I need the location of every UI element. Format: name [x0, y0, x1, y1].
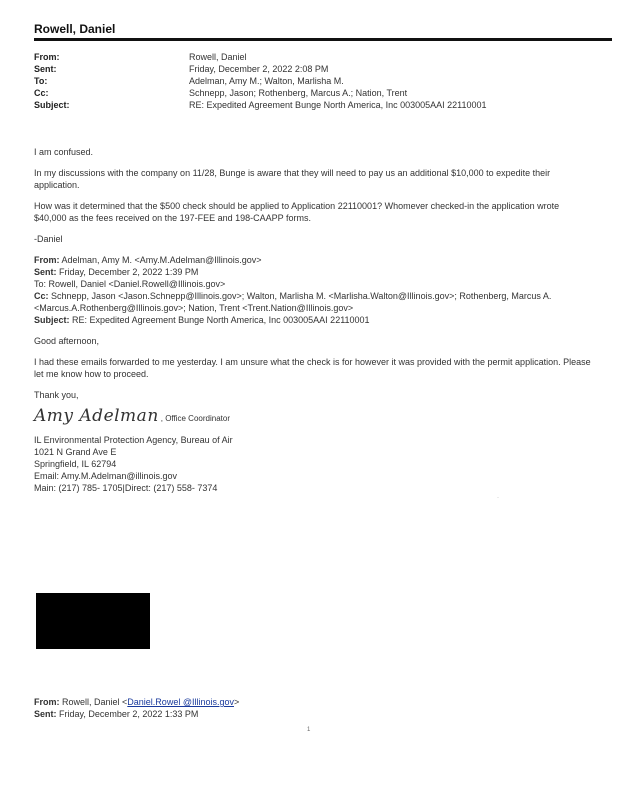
email-link[interactable]: Daniel.Rowel @Illinois.gov [127, 697, 234, 707]
header-row-sent [34, 63, 594, 75]
forwarded-header [34, 254, 594, 326]
header-label: From: [34, 52, 60, 62]
field-value: Friday, December 2, 2022 1:33 PM [59, 709, 199, 719]
signature-line [34, 406, 594, 426]
forwarded-from [34, 254, 594, 266]
signature-email: Email: Amy.M.Adelman@illinois.gov [34, 471, 178, 481]
field-label: Subject: [34, 315, 70, 325]
body-paragraph: I had these emails forwarded to me yesterday. I am unsure what the check is for however it was provided with the permit application. Please let me know how to proceed. [34, 357, 591, 379]
second-forwarded-header [34, 696, 594, 720]
page-number: 1 [307, 727, 311, 733]
forwarded-to: To: Rowell, Daniel <Daniel.Rowell@Illinois.gov> [34, 279, 226, 289]
email-body [34, 146, 594, 494]
forwarded-sent [34, 708, 594, 720]
forwarded-subject [34, 314, 594, 326]
field-label: From: [34, 255, 60, 265]
field-label: Sent: [34, 709, 57, 719]
header-value: Rowell, Daniel [189, 52, 247, 62]
body-paragraph: How was it determined that the $500 check should be applied to Application 22110001? Whomever checked-in the application wrote $40,000 as the fees received on the 197-FEE and 198-CAAPP forms. [34, 201, 560, 223]
header-row-from [34, 51, 594, 63]
header-value: RE: Expedited Agreement Bunge North America, Inc 003005AAI 22110001 [189, 100, 487, 110]
body-paragraph: In my discussions with the company on 11/28, Bunge is aware that they will need to pay us an additional $10,000 to expedite their application. [34, 168, 551, 190]
header-label: Cc: [34, 88, 49, 98]
field-value: Adelman, Amy M. <Amy.M.Adelman@Illinois.gov> [61, 255, 262, 265]
signature-org: IL Environmental Protection Agency, Bureau of Air [34, 435, 233, 445]
document-title: Rowell, Daniel [34, 22, 116, 36]
greeting: Good afternoon, [34, 336, 100, 346]
header-label: To: [34, 76, 48, 86]
field-value: Rowell, Daniel < [62, 697, 128, 707]
forwarded-cc [34, 290, 594, 314]
header-value: Schnepp, Jason; Rothenberg, Marcus A.; Nation, Trent [189, 88, 408, 98]
email-header [34, 51, 594, 111]
header-value: Adelman, Amy M.; Walton, Marlisha M. [189, 76, 344, 86]
field-label: From: [34, 697, 60, 707]
body-paragraph: I am confused. [34, 147, 94, 157]
field-value: RE: Expedited Agreement Bunge North America, Inc 003005AAI 22110001 [72, 315, 370, 325]
signature-block [34, 434, 594, 494]
signature-city: Springfield, IL 62794 [34, 459, 117, 469]
forwarded-from [34, 696, 594, 708]
header-label: Sent: [34, 64, 57, 74]
signature-street: 1021 N Grand Ave E [34, 447, 117, 457]
header-label: Subject: [34, 100, 70, 110]
scan-speck: · [497, 495, 499, 501]
title-divider [34, 38, 612, 41]
field-value: Schnepp, Jason <Jason.Schnepp@Illinois.gov>; Walton, Marlisha M. <Marlisha.Walton@Illinois.gov>; Rothenberg, Marcus A. <Marcus.A.Rothenberg@Illinois.gov>; Nation, Trent <Trent.Nation@Illinois.gov> [34, 291, 552, 313]
header-value: Friday, December 2, 2022 2:08 PM [189, 64, 329, 74]
body-signoff: -Daniel [34, 234, 63, 244]
signature-phones: Main: (217) 785- 1705|Direct: (217) 558- 7374 [34, 483, 218, 493]
closing: Thank you, [34, 390, 79, 400]
field-value: Friday, December 2, 2022 1:39 PM [59, 267, 199, 277]
forwarded-sent [34, 266, 594, 278]
field-label: Cc: [34, 291, 49, 301]
redaction-block [36, 593, 150, 649]
header-row-cc [34, 87, 594, 99]
signature-name: Amy Adelman [34, 406, 159, 426]
field-value: > [233, 697, 240, 707]
field-label: Sent: [34, 267, 57, 277]
signature-title: , Office Coordinator [160, 414, 230, 423]
header-row-to [34, 75, 594, 87]
header-row-subject [34, 99, 594, 111]
